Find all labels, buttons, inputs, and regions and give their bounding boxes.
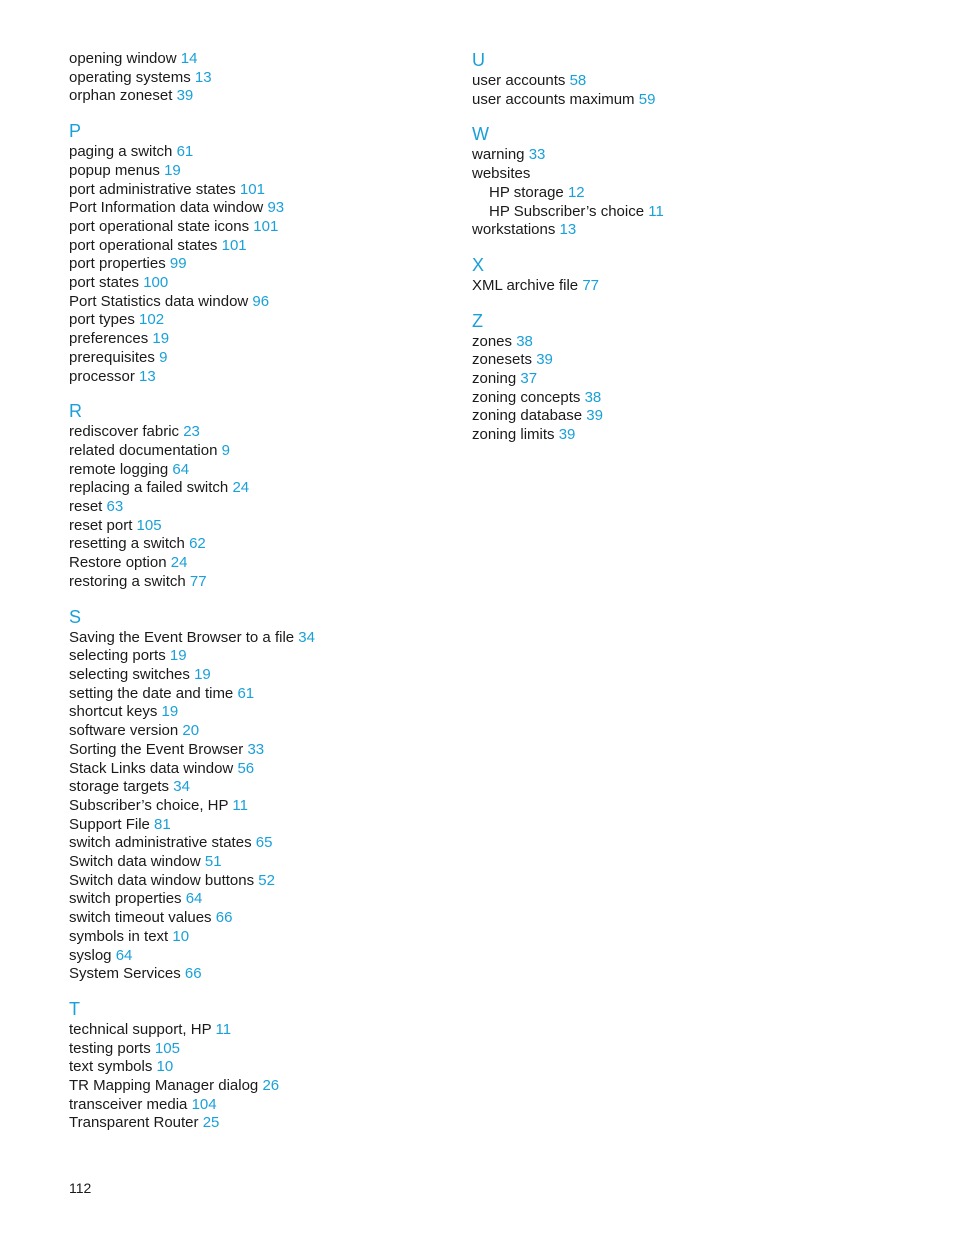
index-term: software version <box>69 722 179 740</box>
index-entry <box>472 91 892 110</box>
page-reference-link[interactable]: 39 <box>536 351 553 369</box>
index-term: selecting switches <box>69 665 190 683</box>
index-term: syslog <box>69 946 112 964</box>
index-term: zoning <box>472 370 517 388</box>
page-reference-link[interactable]: 14 <box>180 50 198 67</box>
index-entry <box>69 685 449 704</box>
index-entry <box>69 50 449 69</box>
index-term: Stack Links data window <box>69 759 234 777</box>
page-reference-link[interactable]: 65 <box>255 834 273 852</box>
index-term: Switch data window <box>69 853 201 871</box>
index-entry <box>69 1096 449 1115</box>
index-term: port properties <box>69 255 166 273</box>
index-term: port operational state icons <box>69 217 250 235</box>
page-reference-link[interactable]: 51 <box>204 853 222 871</box>
index-entry <box>69 647 449 666</box>
index-entry <box>69 816 449 835</box>
index-term: port administrative states <box>69 180 236 198</box>
index-section <box>69 999 449 1133</box>
index-entry <box>69 947 449 966</box>
index-term: Switch data window buttons <box>69 871 255 889</box>
page-reference-link[interactable]: 38 <box>584 388 602 406</box>
index-term: symbols in text <box>69 927 169 945</box>
index-entry <box>69 69 449 88</box>
index-entry <box>69 162 449 181</box>
page-reference-link[interactable]: 58 <box>569 72 587 89</box>
page-reference-link[interactable]: 13 <box>194 68 212 86</box>
index-term: remote logging <box>69 460 169 478</box>
page-reference-link[interactable]: 62 <box>189 535 206 553</box>
index-term: Port Information data window <box>69 199 264 217</box>
page-reference-link[interactable]: 61 <box>176 143 194 161</box>
index-entry <box>69 573 449 592</box>
page-reference-link[interactable]: 63 <box>106 498 124 516</box>
index-entry <box>69 909 449 928</box>
index-entry <box>69 311 449 330</box>
index-entry <box>69 722 449 741</box>
index-term: zoning database <box>472 407 583 425</box>
index-entry <box>472 351 892 370</box>
index-term: technical support, HP <box>69 1020 212 1038</box>
index-term: switch timeout values <box>69 909 212 927</box>
index-entry <box>472 333 892 352</box>
page-reference-link[interactable]: 20 <box>182 722 200 740</box>
index-section <box>69 401 449 591</box>
index-entry <box>69 1021 449 1040</box>
index-entry <box>69 498 449 517</box>
page-reference-link[interactable]: 12 <box>567 183 585 201</box>
index-entry <box>69 143 449 162</box>
page-reference-link[interactable]: 61 <box>237 684 255 702</box>
index-entry <box>69 797 449 816</box>
index-subentry <box>472 203 892 222</box>
index-section <box>69 121 449 386</box>
index-term: zoning concepts <box>472 388 581 406</box>
page-reference-link[interactable]: 19 <box>161 703 179 721</box>
page-reference-link[interactable]: 99 <box>169 255 187 273</box>
page-reference-link[interactable]: 101 <box>221 236 247 254</box>
index-term: port types <box>69 311 135 329</box>
index-column-right <box>472 50 892 460</box>
index-term: zoning limits <box>472 426 555 444</box>
index-entry <box>69 1040 449 1059</box>
index-continued-entries <box>69 50 449 106</box>
index-term: orphan zoneset <box>69 87 173 105</box>
index-term: Port Statistics data window <box>69 292 249 310</box>
index-entry <box>69 872 449 891</box>
page-reference-link[interactable]: 9 <box>159 348 168 366</box>
index-section <box>472 311 892 445</box>
index-entry <box>472 426 892 445</box>
page-reference-link[interactable]: 19 <box>164 161 181 179</box>
index-term: Support File <box>69 815 150 833</box>
index-term: operating systems <box>69 68 191 86</box>
index-term: System Services <box>69 965 181 983</box>
page-reference-link[interactable]: 19 <box>194 665 211 683</box>
index-entry <box>69 1077 449 1096</box>
page-reference-link[interactable]: 25 <box>202 1114 220 1132</box>
page-reference-link[interactable]: 34 <box>298 628 315 646</box>
index-term: switch administrative states <box>69 834 252 852</box>
page-reference-link[interactable]: 9 <box>221 441 230 459</box>
index-entry <box>69 368 449 387</box>
index-term: Transparent Router <box>69 1114 199 1132</box>
page-reference-link[interactable]: 11 <box>215 1020 232 1038</box>
section-letter-heading: S <box>69 606 82 627</box>
page-reference-link[interactable]: 39 <box>558 426 576 444</box>
page-reference-link[interactable]: 39 <box>586 407 603 425</box>
page-reference-link[interactable]: 23 <box>183 423 200 441</box>
page-reference-link[interactable]: 81 <box>154 815 171 833</box>
index-entry <box>69 330 449 349</box>
index-entry <box>69 703 449 722</box>
index-entry <box>69 181 449 200</box>
index-term: websites <box>472 165 531 183</box>
index-term: prerequisites <box>69 348 155 366</box>
page-reference-link[interactable]: 13 <box>559 221 577 239</box>
section-letter-heading: W <box>472 124 489 145</box>
page-number: 112 <box>69 1180 92 1196</box>
page-reference-link[interactable]: 33 <box>247 740 265 758</box>
section-letter-heading: Z <box>472 310 483 331</box>
section-letter-heading: U <box>472 50 485 70</box>
index-column-left <box>69 50 449 1148</box>
index-entry <box>69 218 449 237</box>
index-term: switch properties <box>69 890 182 908</box>
page-reference-link[interactable]: 105 <box>154 1039 180 1057</box>
index-term: warning <box>472 146 525 164</box>
index-entry <box>69 293 449 312</box>
index-term: reset port <box>69 516 133 534</box>
index-term: HP storage <box>489 183 564 201</box>
index-term: TR Mapping Manager dialog <box>69 1077 259 1095</box>
page-reference-link[interactable]: 66 <box>215 909 233 927</box>
index-entry <box>472 277 892 296</box>
page-reference-link[interactable]: 93 <box>267 199 285 217</box>
page-reference-link[interactable]: 101 <box>253 217 279 235</box>
page-reference-link[interactable]: 19 <box>169 647 187 665</box>
index-section <box>472 50 892 109</box>
index-entry <box>69 834 449 853</box>
index-section <box>472 255 892 296</box>
page-reference-link[interactable]: 64 <box>115 946 133 964</box>
page-reference-link[interactable]: 10 <box>156 1058 174 1076</box>
index-entry <box>69 853 449 872</box>
index-entry <box>69 237 449 256</box>
index-entry <box>69 760 449 779</box>
page-reference-link[interactable]: 105 <box>136 516 162 534</box>
index-entry <box>69 517 449 536</box>
index-term: testing ports <box>69 1039 151 1057</box>
section-letter-heading: X <box>472 254 485 275</box>
page-reference-link[interactable]: 24 <box>232 479 250 497</box>
index-entry <box>69 1058 449 1077</box>
page-reference-link[interactable]: 56 <box>237 759 255 777</box>
page-reference-link[interactable]: 104 <box>191 1095 217 1113</box>
page-reference-link[interactable]: 64 <box>185 890 203 908</box>
index-term: user accounts <box>472 72 566 89</box>
index-term: XML archive file <box>472 276 579 294</box>
index-section <box>472 124 892 240</box>
index-term: selecting ports <box>69 647 166 665</box>
index-term: user accounts maximum <box>472 90 635 108</box>
page-reference-link[interactable]: 11 <box>648 202 664 220</box>
index-entry <box>69 928 449 947</box>
page-reference-link[interactable]: 39 <box>176 87 194 105</box>
index-entry <box>69 535 449 554</box>
index-term: Restore option <box>69 554 167 572</box>
page-reference-link[interactable]: 59 <box>638 90 656 108</box>
index-entry <box>472 165 892 184</box>
index-entry <box>69 274 449 293</box>
page-reference-link[interactable]: 96 <box>252 292 270 310</box>
page-reference-link[interactable]: 77 <box>189 572 207 590</box>
page-reference-link[interactable]: 11 <box>232 796 248 814</box>
index-term: resetting a switch <box>69 535 185 553</box>
section-letter-heading: P <box>69 121 82 142</box>
index-term: port operational states <box>69 236 218 254</box>
section-letter-heading: R <box>69 401 82 422</box>
index-entry <box>69 87 449 106</box>
index-term: zonesets <box>472 351 533 369</box>
section-letter-heading: T <box>69 998 80 1019</box>
page-reference-link[interactable]: 34 <box>173 778 190 796</box>
index-entry <box>69 423 449 442</box>
index-term: transceiver media <box>69 1095 188 1113</box>
index-entry <box>69 666 449 685</box>
index-entry <box>69 349 449 368</box>
index-term: Subscriber’s choice, HP <box>69 796 229 814</box>
index-entry <box>69 461 449 480</box>
page-reference-link[interactable]: 19 <box>152 330 170 348</box>
index-entry <box>69 199 449 218</box>
index-entry <box>472 370 892 389</box>
index-entry <box>69 554 449 573</box>
index-term: port states <box>69 274 140 292</box>
index-entry <box>69 255 449 274</box>
index-entry <box>472 146 892 165</box>
index-term: workstations <box>472 221 556 239</box>
page-reference-link[interactable]: 26 <box>262 1077 280 1095</box>
index-term: paging a switch <box>69 143 173 161</box>
index-term: zones <box>472 332 513 350</box>
index-entry <box>69 965 449 984</box>
index-entry <box>472 407 892 426</box>
index-entry <box>472 389 892 408</box>
index-entry <box>69 629 449 648</box>
index-term: Sorting the Event Browser <box>69 740 244 758</box>
index-entry <box>69 1114 449 1133</box>
index-term: reset <box>69 498 103 516</box>
index-term: rediscover fabric <box>69 423 180 441</box>
page-reference-link[interactable]: 24 <box>170 554 188 572</box>
page-reference-link[interactable]: 52 <box>258 871 275 889</box>
index-entry <box>69 479 449 498</box>
index-term: storage targets <box>69 778 170 796</box>
index-term: HP Subscriber’s choice <box>489 202 645 220</box>
page-reference-link[interactable]: 102 <box>139 311 165 329</box>
page-reference-link[interactable]: 77 <box>582 276 600 294</box>
page-reference-link[interactable]: 37 <box>520 370 538 388</box>
page-reference-link[interactable]: 101 <box>239 180 265 198</box>
page-reference-link[interactable]: 33 <box>528 146 546 164</box>
index-term: processor <box>69 367 135 385</box>
index-entry <box>472 221 892 240</box>
page-reference-link[interactable]: 38 <box>516 332 533 350</box>
index-term: Saving the Event Browser to a file <box>69 628 295 646</box>
index-term: related documentation <box>69 441 218 459</box>
index-entry <box>69 890 449 909</box>
index-term: opening window <box>69 50 177 67</box>
index-entry <box>69 741 449 760</box>
index-term: setting the date and time <box>69 684 234 702</box>
page-reference-link[interactable]: 66 <box>184 965 202 983</box>
index-term: replacing a failed switch <box>69 479 229 497</box>
index-term: restoring a switch <box>69 572 186 590</box>
index-term: preferences <box>69 330 149 348</box>
index-subentry <box>472 184 892 203</box>
page-reference-link[interactable]: 64 <box>172 460 190 478</box>
index-section <box>69 607 449 984</box>
index-entry <box>69 778 449 797</box>
index-term: popup menus <box>69 161 160 179</box>
index-entry <box>472 72 892 91</box>
page-reference-link[interactable]: 100 <box>143 274 169 292</box>
page-reference-link[interactable]: 13 <box>139 367 156 385</box>
index-entry <box>69 442 449 461</box>
index-term: text symbols <box>69 1058 153 1076</box>
page-reference-link[interactable]: 10 <box>172 927 190 945</box>
index-term: shortcut keys <box>69 703 158 721</box>
